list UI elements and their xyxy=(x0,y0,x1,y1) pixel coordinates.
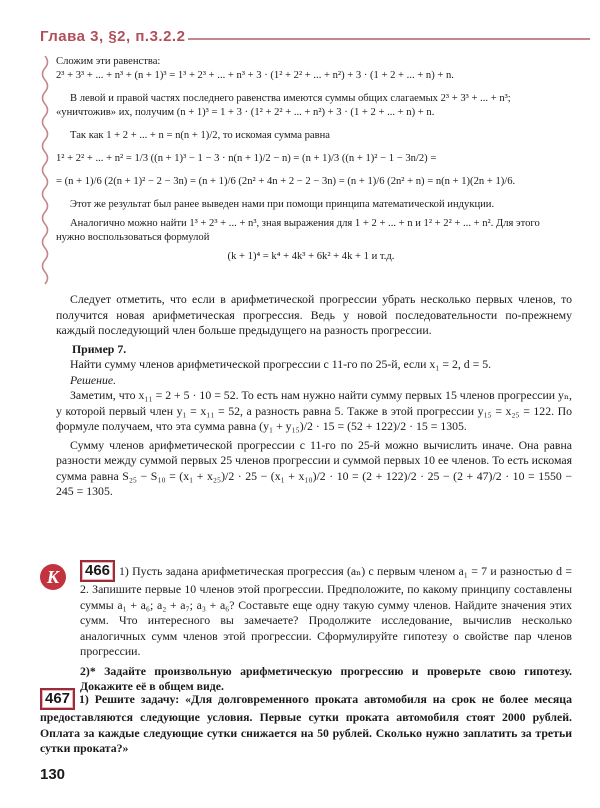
exercise-part: 1) Пусть задана арифметическая прогрессия (aₙ) с первым членом a₁ = 7 и разностью d = 2. Запишите первые 10 членов этой прогрессии. Предположите, по какому принципу составлены суммы a₁ + a₆; a₂ + a₇; a₃ + a₆? Составьте еще одну такую сумму членов. Найдите значения этих сумм. Что интересного вы замечаете? Продолжите исследование, вычислив несколько аналогичных сумм членов этой прогрессии. Сформулируйте гипотезу о свойстве пар членов прогрессии. xyxy=(80,564,572,658)
derivation-line: Этот же результат был ранее выведен нами при помощи принципа математической индукции. xyxy=(70,199,495,210)
derivation-formula: = (n + 1)/6 (2(n + 1)² − 2 − 3n) = (n + 1)/6 (2n² + 4n + 2 − 2 − 3n) = (n + 1)/6 (2n² + n) = n(n + 1)(2n + 1)/6. xyxy=(56,176,516,187)
header-rule xyxy=(188,38,590,40)
derivation-formula: 1² + 2² + ... + n² = 1/3 ((n + 1)³ − 1 − 3 · n(n + 1)/2 − n) = (n + 1)/3 ((n + 1)² − 1 − 3n/2) = xyxy=(56,153,437,164)
exercise-text xyxy=(80,560,572,660)
main-text xyxy=(56,292,572,500)
derivation-line: Сложим эти равенства: xyxy=(56,56,161,67)
wavy-margin-line xyxy=(40,56,50,288)
derivation-formula: 2³ + 3³ + ... + n³ + (n + 1)³ = 1³ + 2³ + ... + n³ + 3 · (1² + 2² + ... + n²) + 3 · (1 + 2 + ... + n) + n. xyxy=(56,70,454,81)
exercise-body xyxy=(80,560,572,695)
exercise-467 xyxy=(40,688,572,758)
paragraph: Следует отметить, что если в арифметической прогрессии убрать несколько первых членов, то получится новая арифметическая прогрессия. Ведь у новой последовательности по-прежнему каждый последующий член больше предыдущего на разность прогрессии. xyxy=(56,292,572,337)
exercise-number: 467 xyxy=(40,688,75,710)
exercise-body xyxy=(40,688,572,757)
solution-label: Решение. xyxy=(70,372,117,387)
exercise-466 xyxy=(40,560,572,693)
exercise-part: 1) Решите задачу: «Для долговременного проката автомобиля на срок не более месяца предоставляются следующие условия. Первые сутки проката автомобиля стоят 2000 рублей. Оплата за каждые следующие сутки снижается на 50 рублей. Сколько нужно заплатить за третьи сутки проката?» xyxy=(40,692,572,755)
derivation-formula: (k + 1)⁴ = k⁴ + 4k³ + 6k² + 4k + 1 и т.д. xyxy=(227,251,395,262)
page-number: 130 xyxy=(40,766,66,783)
competency-badge: К xyxy=(40,564,66,590)
solution-paragraph: Заметим, что x₁₁ = 2 + 5 · 10 = 52. То есть нам нужно найти сумму первых 15 членов прогрессии yₙ, у которой первый член y₁ = x₁₁ = 52, а разность равна 5. Также в этой прогрессии y₁₅ = x₂₅ = 122. По формуле получаем, что эта сумма равна (y₁ + y₁₅)/2 · 15 = (52 + 122)/2 · 15 = 1305. xyxy=(56,388,572,433)
exercise-part: 2)* Задайте произвольную арифметическую прогрессию и проверьте свою гипотезу. Докажите её в общем виде. xyxy=(80,663,572,693)
solution-paragraph: Сумму членов арифметической прогрессии с 11-го по 25-й можно вычислить иначе. Она равна разности между суммой первых 25 членов прогрессии и суммой первых 10 ее членов. То есть искомая сумма равна S₂₅ − S₁₀ = (x₁ + x₂₅)/2 · 25 − (x₁ + x₁₀)/2 · 10 = (2 + 122)/2 · 25 − (2 + 47)/2 · 10 = 1550 − 245 = 1305. xyxy=(56,437,573,498)
derivation-line: Аналогично можно найти 1³ + 2³ + ... + n³, зная выражения для 1 + 2 + ... + n и 1² + 2² + ... + n². Для этого нужно воспользоваться формулой xyxy=(56,218,540,243)
exercise-number: 466 xyxy=(80,560,115,582)
example-task: Найти сумму членов арифметической прогрессии с 11-го по 25-й, если x₁ = 2, d = 5. xyxy=(70,357,492,371)
derivation-line: Так как 1 + 2 + ... + n = n(n + 1)/2, то искомая сумма равна xyxy=(70,130,331,141)
example-title: Пример 7. xyxy=(72,341,127,356)
chapter-heading: Глава 3, §2, п.3.2.2 xyxy=(40,28,186,45)
exercise-text xyxy=(40,688,572,757)
derivation-line: В левой и правой частях последнего равенства имеются суммы общих слагаемых 2³ + 3³ + ... + n³; «уничтожив» их, получим (n + 1)³ = 1 + 3 · (1² + 2² + ... + n²) + 3 · (1 + 2 + ... + n) + n. xyxy=(56,93,511,118)
derivation-block xyxy=(56,55,566,264)
page-header xyxy=(40,28,590,58)
